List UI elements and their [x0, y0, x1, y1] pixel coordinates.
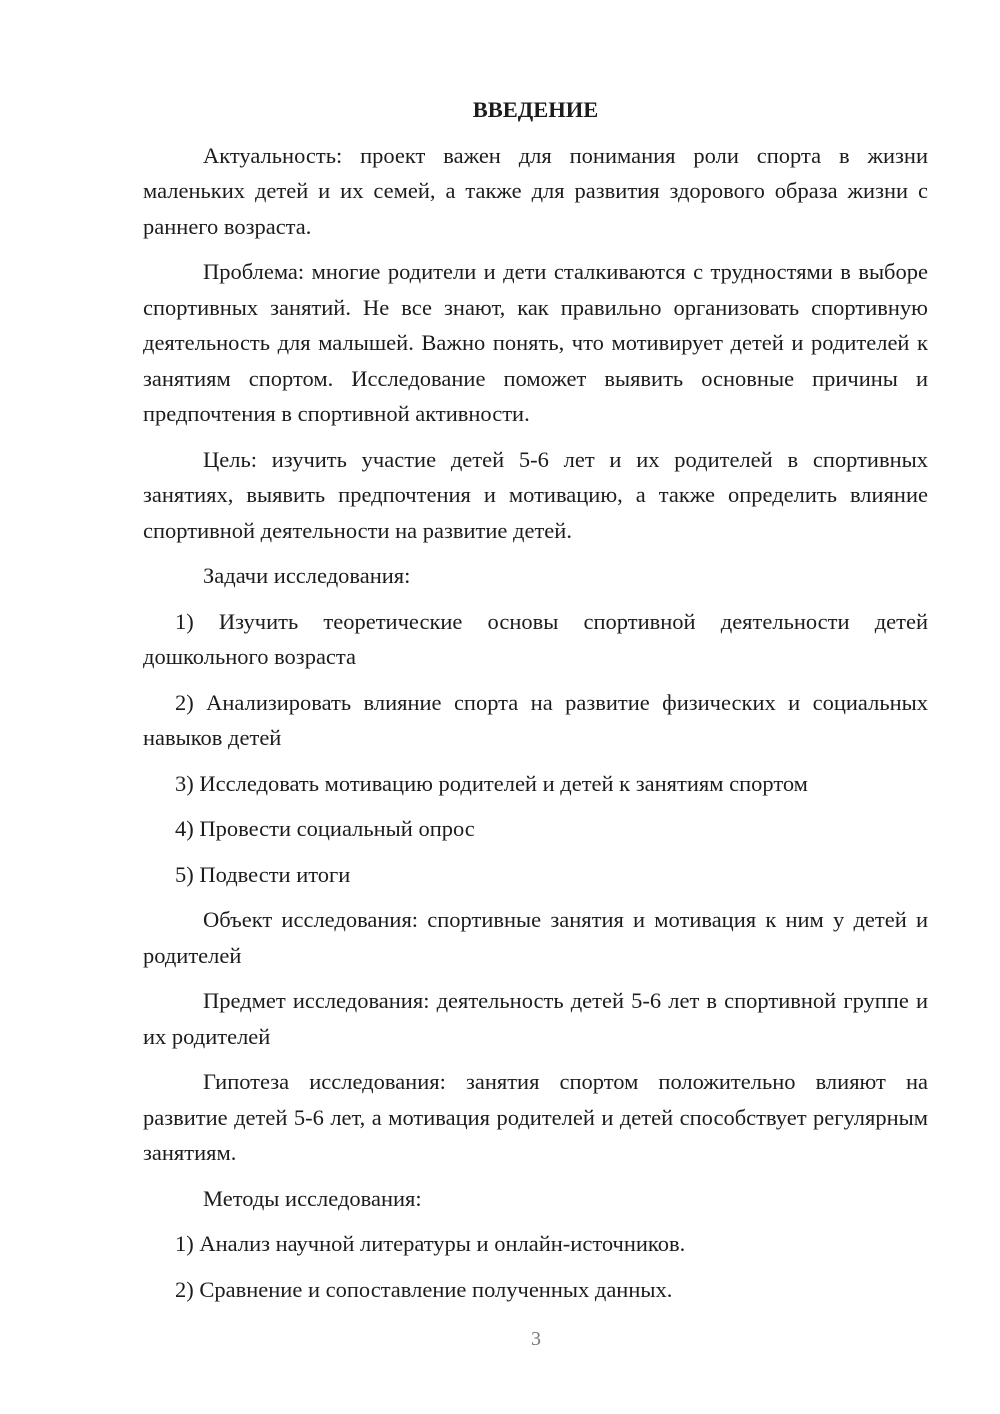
problem-paragraph: Проблема: многие родители и дети сталкиваются с трудностями в выборе спортивных занятий. Не все знают, как правильно организовать спортивную деятельность для малышей. Важно понять, что мотивирует детей и родителей к занятиям спортом. Исследование поможет выявить основные причины и предпочтения в спортивной активности. [143, 259, 928, 426]
document-body [143, 92, 928, 1317]
tasks-heading: Задачи исследования: [203, 563, 411, 588]
task-item: 5) Подвести итоги [175, 861, 351, 887]
object-paragraph: Объект исследования: спортивные занятия и мотивация к ним у детей и родителей [143, 907, 928, 968]
task-item: 3) Исследовать мотивацию родителей и детей к занятиям спортом [175, 770, 808, 796]
section-title: ВВЕДЕНИЕ [472, 97, 599, 122]
method-item: 2) Сравнение и сопоставление полученных данных. [175, 1276, 673, 1302]
method-item: 1) Анализ научной литературы и онлайн-источников. [175, 1231, 686, 1256]
task-item: 1) Изучить теоретические основы спортивной деятельности детей дошкольного возраста [143, 608, 928, 669]
page-number: 3 [531, 1328, 541, 1350]
goal-paragraph: Цель: изучить участие детей 5-6 лет и их родителей в спортивных занятиях, выявить предпочтения и мотивацию, а также определить влияние спортивной деятельности на развитие детей. [143, 446, 928, 543]
hypothesis-paragraph: Гипотеза исследования: занятия спортом положительно влияют на развитие детей 5-6 лет, а мотивация родителей и детей способствует регулярным занятиям. [143, 1069, 928, 1165]
subject-paragraph: Предмет исследования: деятельность детей 5-6 лет в спортивной группе и их родителей [143, 988, 928, 1049]
task-item: 4) Провести социальный опрос [175, 816, 475, 841]
task-item: 2) Анализировать влияние спорта на развитие физических и социальных навыков детей [143, 689, 928, 750]
methods-heading: Методы исследования: [203, 1185, 422, 1211]
relevance-paragraph: Актуальность: проект важен для понимания роли спорта в жизни маленьких детей и их семей, а также для развития здорового образа жизни с раннего возраста. [143, 142, 928, 239]
